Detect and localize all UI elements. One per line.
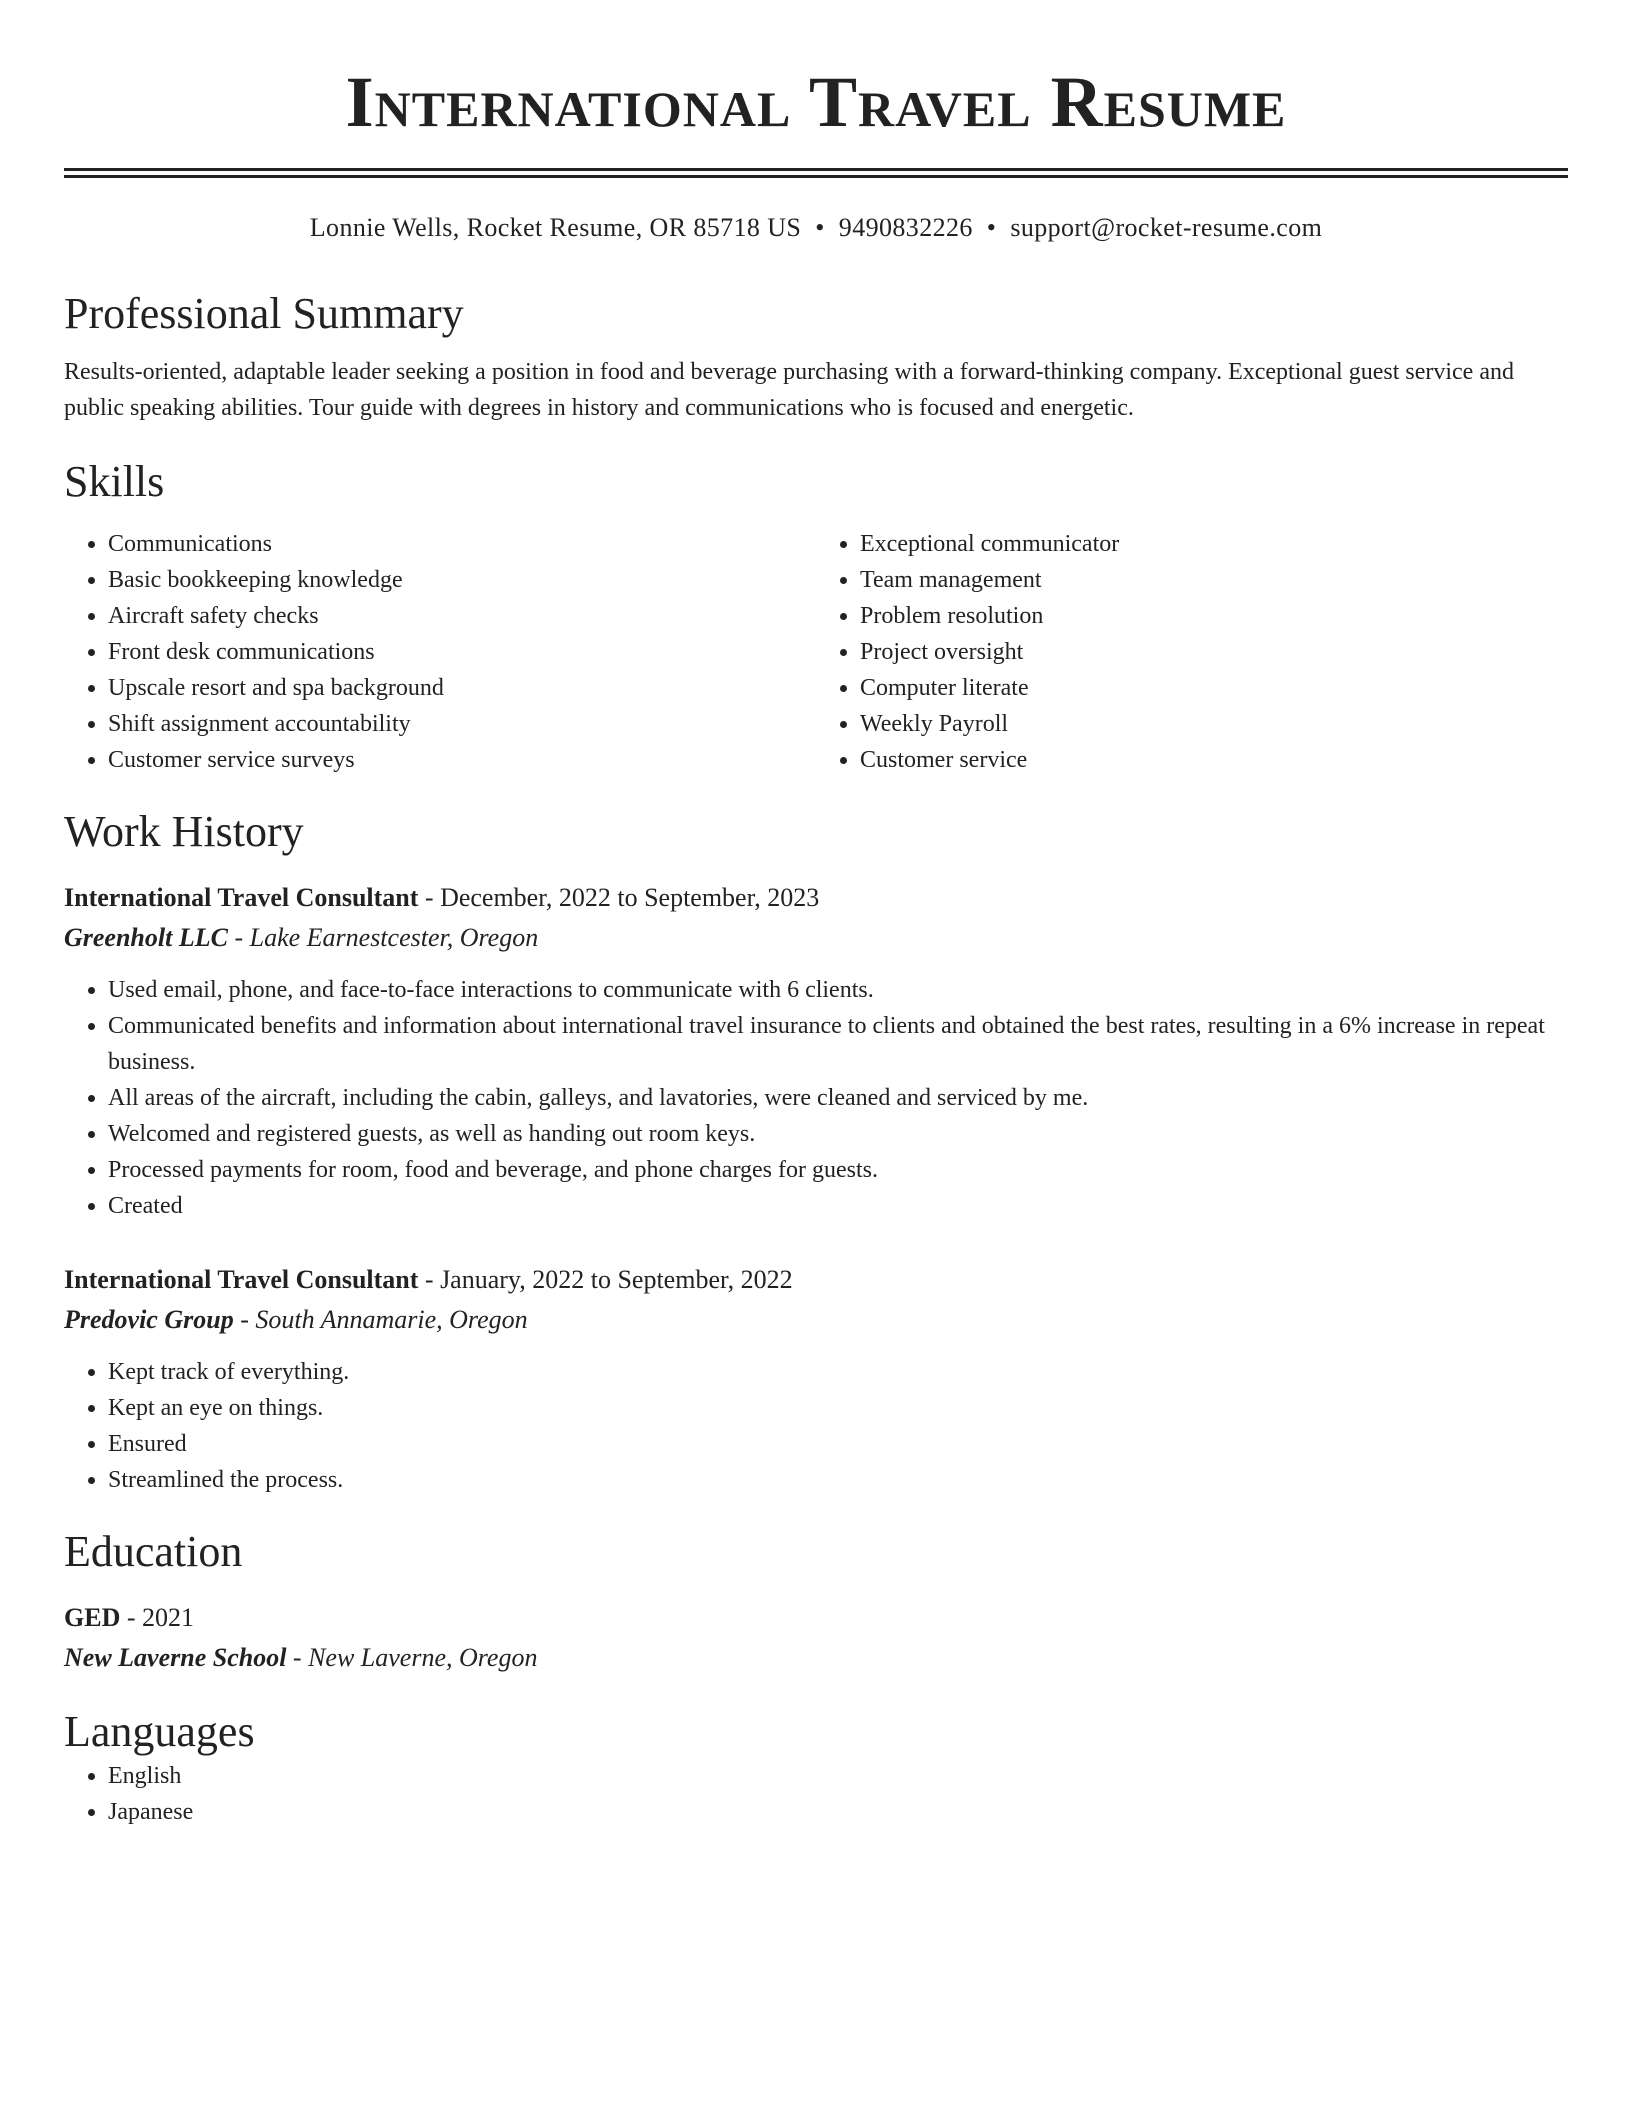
contact-email: support@rocket-resume.com — [1010, 213, 1323, 242]
skill-item: • Front desk communications — [108, 634, 816, 670]
skill-item: • Exceptional communicator — [860, 526, 1568, 562]
skills-list-left — [64, 526, 816, 778]
language-item: • English — [108, 1758, 1568, 1794]
skill-item: • Upscale resort and spa background — [108, 670, 816, 706]
skills-heading: Skills — [64, 457, 165, 506]
job-bullet: • Kept track of everything. — [108, 1354, 1568, 1390]
resume-title: International Travel Resume — [345, 62, 1287, 142]
skill-item: • Project oversight — [860, 634, 1568, 670]
job-company-line — [64, 1300, 1568, 1340]
skill-item: • Communications — [108, 526, 816, 562]
skills-grid — [64, 526, 1568, 778]
job-bullet: • Welcomed and registered guests, as well as handing out room keys. — [108, 1116, 1568, 1152]
contact-address: Lonnie Wells, Rocket Resume, OR 85718 US — [309, 213, 802, 242]
skills-list-right — [816, 526, 1568, 778]
skills-column-left — [64, 526, 816, 778]
job-bullet: • All areas of the aircraft, including the cabin, galleys, and lavatories, were cleaned and serviced by me. — [108, 1080, 1568, 1116]
education-location: - New Laverne, Oregon — [286, 1643, 538, 1672]
job-bullet: • Processed payments for room, food and beverage, and phone charges for guests. — [108, 1152, 1568, 1188]
job-company: Predovic Group — [64, 1305, 234, 1334]
skill-item: • Team management — [860, 562, 1568, 598]
job-company: Greenholt LLC — [64, 923, 228, 952]
education-school-line — [64, 1638, 1568, 1678]
skill-item: • Shift assignment accountability — [108, 706, 816, 742]
contact-line — [64, 212, 1568, 244]
job-entry — [64, 878, 1568, 1224]
skill-item: • Customer service — [860, 742, 1568, 778]
job-bullets — [64, 972, 1568, 1224]
education-heading: Education — [64, 1527, 243, 1576]
skill-item: • Computer literate — [860, 670, 1568, 706]
job-entry — [64, 1260, 1568, 1498]
job-bullet: • Streamlined the process. — [108, 1462, 1568, 1498]
education-degree: GED — [64, 1603, 121, 1632]
skill-item: • Customer service surveys — [108, 742, 816, 778]
skill-item: • Aircraft safety checks — [108, 598, 816, 634]
job-location: - South Annamarie, Oregon — [233, 1305, 528, 1334]
job-bullet: • Created — [108, 1188, 1568, 1224]
summary-heading: Professional Summary — [64, 289, 464, 338]
job-role: International Travel Consultant — [64, 883, 419, 912]
skill-item: • Basic bookkeeping knowledge — [108, 562, 816, 598]
job-bullet: • Communicated benefits and information about international travel insurance to clients and obtained the best rates, resulting in a 6% increase in repeat business. — [108, 1008, 1568, 1080]
languages-list — [64, 1758, 1568, 1830]
job-role: International Travel Consultant — [64, 1265, 419, 1294]
skill-item: • Problem resolution — [860, 598, 1568, 634]
contact-separator: • — [986, 213, 997, 242]
job-bullets — [64, 1354, 1568, 1498]
education-entry — [64, 1598, 1568, 1678]
job-dates: - December, 2022 to September, 2023 — [418, 883, 820, 912]
contact-separator: • — [815, 213, 825, 242]
job-bullet: • Used email, phone, and face-to-face interactions to communicate with 6 clients. — [108, 972, 1568, 1008]
job-title-line — [64, 1260, 1568, 1300]
language-item: • Japanese — [108, 1794, 1568, 1830]
education-degree-line — [64, 1598, 1568, 1638]
title-double-rule — [64, 168, 1568, 178]
job-company-line — [64, 918, 1568, 958]
education-school: New Laverne School — [64, 1643, 287, 1672]
job-bullet: • Ensured — [108, 1426, 1568, 1462]
skill-item: • Weekly Payroll — [860, 706, 1568, 742]
education-year: - 2021 — [120, 1603, 195, 1632]
skills-column-right — [816, 526, 1568, 778]
job-bullet: • Kept an eye on things. — [108, 1390, 1568, 1426]
contact-phone: 9490832226 — [838, 213, 973, 242]
work-history-heading: Work History — [64, 807, 304, 856]
job-location: - Lake Earnestcester, Oregon — [227, 923, 539, 952]
summary-text: Results-oriented, adaptable leader seeking a position in food and beverage purchasing with a forward-thinking company. Exceptional guest service and public speaking abilities. Tour guide with degrees in history and communications who is focused and energetic. — [64, 359, 1514, 421]
job-dates: - January, 2022 to September, 2022 — [418, 1265, 793, 1294]
job-title-line — [64, 878, 1568, 918]
languages-heading: Languages — [64, 1707, 255, 1756]
